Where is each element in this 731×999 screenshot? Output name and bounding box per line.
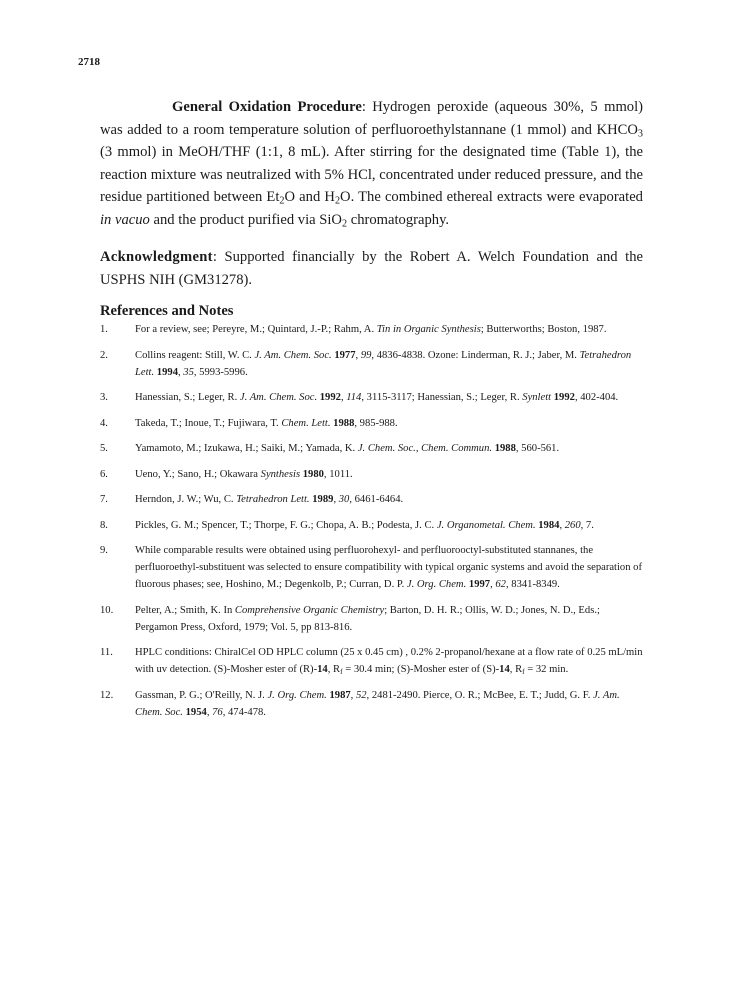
reference-item: 1. For a review, see; Pereyre, M.; Quintard, J.-P.; Rahm, A. Tin in Organic Synthesis; Butterworths; Boston, 1987. (100, 324, 607, 335)
reference-item: 6. Ueno, Y.; Sano, H.; Okawara Synthesis 1980, 1011. (100, 468, 353, 480)
reference-item: 7. Herndon, J. W.; Wu, C. Tetrahedron Lett. 1989, 30, 6461-6464. (100, 494, 404, 505)
reference-item: 5. Yamamoto, M.; Izukawa, H.; Saiki, M.; Yamada, K. J. Chem. Soc., Chem. Commun. 1988, 560-561. (100, 443, 560, 454)
acknowledgment-paragraph: Acknowledgment: Supported financially by the Robert A. Welch Foundation and the USPHS NIH (GM31278). (100, 249, 643, 288)
general-oxidation-procedure-paragraph: General Oxidation Procedure: Hydrogen peroxide (aqueous 30%, 5 mmol) was added to a room temperature solution of perfluoroethylstannane (1 mmol) and $KHCO_3$ (3 mmol) in MeOH/THF (1:1, 8 mL). After stirring for the designated time (Table 1), the reaction mixture was neutralized with 5% HCl, concentrated under reduced pressure, and the residue partitioned between $Et_2O$ and $H_2O$. The combined ethereal extracts were evaporated in vacuo and the product purified via SiO$_2$ chromatography. (100, 99, 644, 230)
reference-item: 4. Takeda, T.; Inoue, T.; Fujiwara, T. Chem. Lett. 1988, 985-988. (100, 417, 398, 429)
reference-item: 3. Hanessian, S.; Leger, R. J. Am. Chem. Soc. 1992, 114, 3115-3117; Hanessian, S.; Leger, R. Synlett 1992, 402-404. (100, 392, 619, 403)
acknowledgment-heading: Acknowledgment (100, 249, 213, 265)
reference-item: 10. Pelter, A.; Smith, K. In Comprehensive Organic Chemistry; Barton, D. H. R.; Ollis, W. D.; Jones, N. D., Eds.; Pergamon Press, Oxford, 1979; Vol. 5, pp 813-816. (100, 604, 600, 633)
reference-item: 9. While comparable results were obtained using perfluorohexyl- and perfluorooctyl-substituted stannanes, the perfluoroethyl-substituent was selected to ensure compatibility with typical organic systems and avoid the separation of fluorous phases; see, Hoshino, M.; Degenkolb, P.; Curran, D. P. J. Org. Chem. 1997, 62, 8341-8349. (100, 545, 642, 590)
reference-item: 8. Pickles, G. M.; Spencer, T.; Thorpe, F. G.; Chopa, A. B.; Podesta, J. C. J. Organometal. Chem. 1984, 260, 7. (100, 519, 594, 531)
oxidation-heading: General Oxidation Procedure (172, 99, 362, 115)
page-number: 2718 (78, 56, 100, 68)
reference-item: 12. Gassman, P. G.; O'Reilly, N. J. J. Org. Chem. 1987, 52, 2481-2490. Pierce, O. R.; McBee, E. T.; Judd, G. F. J. Am. Chem. Soc. 1954, 76, 474-478. (100, 689, 620, 718)
reference-item: 11. HPLC conditions: ChiralCel OD HPLC column (25 x 0.45 cm) , 0.2% 2-propanol/hexane at a flow rate of 0.25 mL/min with uv detection. (S)-Mosher ester of (R)-14, $R_f = 30.4$ min; (S)-Mosher ester of (S)-14, $R_f = 32$ min. (100, 647, 643, 676)
references-list (100, 321, 645, 729)
references-heading: References and Notes (100, 303, 234, 319)
reference-item: 2. Collins reagent: Still, W. C. J. Am. Chem. Soc. 1977, 99, 4836-4838. Ozone: Linderman, R. J.; Jaber, M. Tetrahedron Lett. 1994, 35, 5993-5996. (100, 349, 632, 378)
